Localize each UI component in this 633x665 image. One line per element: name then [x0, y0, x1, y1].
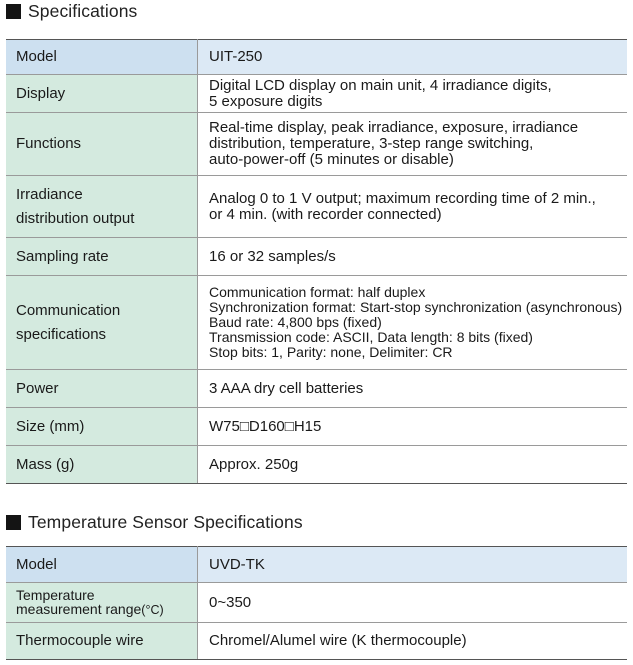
row-value: 3 AAA dry cell batteries: [198, 370, 628, 408]
row-label: Functions: [6, 113, 198, 176]
row-value: UIT-250: [198, 40, 628, 75]
row-label: Sampling rate: [6, 238, 198, 276]
row-value: W75□D160□H15: [198, 408, 628, 446]
row-label-text: Temperature measurement range: [16, 587, 142, 618]
row-label: Power: [6, 370, 198, 408]
table-row: [6, 238, 627, 276]
square-bullet-icon: [6, 515, 21, 530]
row-label-unit: (°C): [141, 603, 164, 618]
temperature-sensor-heading: [6, 512, 303, 533]
row-label: Display: [6, 75, 198, 113]
row-label: Mass (g): [6, 446, 198, 484]
square-bullet-icon: [6, 4, 21, 19]
row-value: UVD-TK: [198, 547, 628, 583]
table-row: [6, 75, 627, 113]
row-label: Irradiance distribution output: [6, 176, 198, 238]
row-value: Communication format: half duplex Synchronization format: Start-stop synchronization (asynchronous) Baud rate: 4,800 bps (fixed) Transmission code: ASCII, Data length: 8 bits (fixed) Stop bits: 1, Parity: none, Delimiter: CR: [198, 276, 628, 370]
row-value: Analog 0 to 1 V output; maximum recording time of 2 min., or 4 min. (with recorder connected): [198, 176, 628, 238]
row-value: 16 or 32 samples/s: [198, 238, 628, 276]
temperature-sensor-table: [6, 546, 627, 660]
row-label: Model: [6, 40, 198, 75]
row-value: Digital LCD display on main unit, 4 irradiance digits, 5 exposure digits: [198, 75, 628, 113]
table-row: [6, 446, 627, 484]
row-label: Communication specifications: [6, 276, 198, 370]
specifications-heading: [6, 1, 137, 22]
specifications-title: Specifications: [28, 1, 138, 21]
temperature-sensor-title: Temperature Sensor Specifications: [28, 512, 303, 532]
row-label: [6, 583, 198, 623]
row-label: Size (mm): [6, 408, 198, 446]
table-row: [6, 176, 627, 238]
table-row: [6, 583, 627, 623]
row-value: 0~350: [198, 583, 628, 623]
row-label: Thermocouple wire: [6, 623, 198, 660]
row-value: Chromel/Alumel wire (K thermocouple): [198, 623, 628, 660]
table-row: [6, 547, 627, 583]
table-row: [6, 276, 627, 370]
row-value: Approx. 250g: [198, 446, 628, 484]
table-row: [6, 370, 627, 408]
table-row: [6, 408, 627, 446]
table-row: [6, 623, 627, 660]
row-label: Model: [6, 547, 198, 583]
table-row: [6, 40, 627, 75]
row-value: Real-time display, peak irradiance, exposure, irradiance distribution, temperature, 3-step range switching, auto-power-off (5 minutes or disable): [198, 113, 628, 176]
specifications-table: [6, 39, 627, 484]
table-row: [6, 113, 627, 176]
